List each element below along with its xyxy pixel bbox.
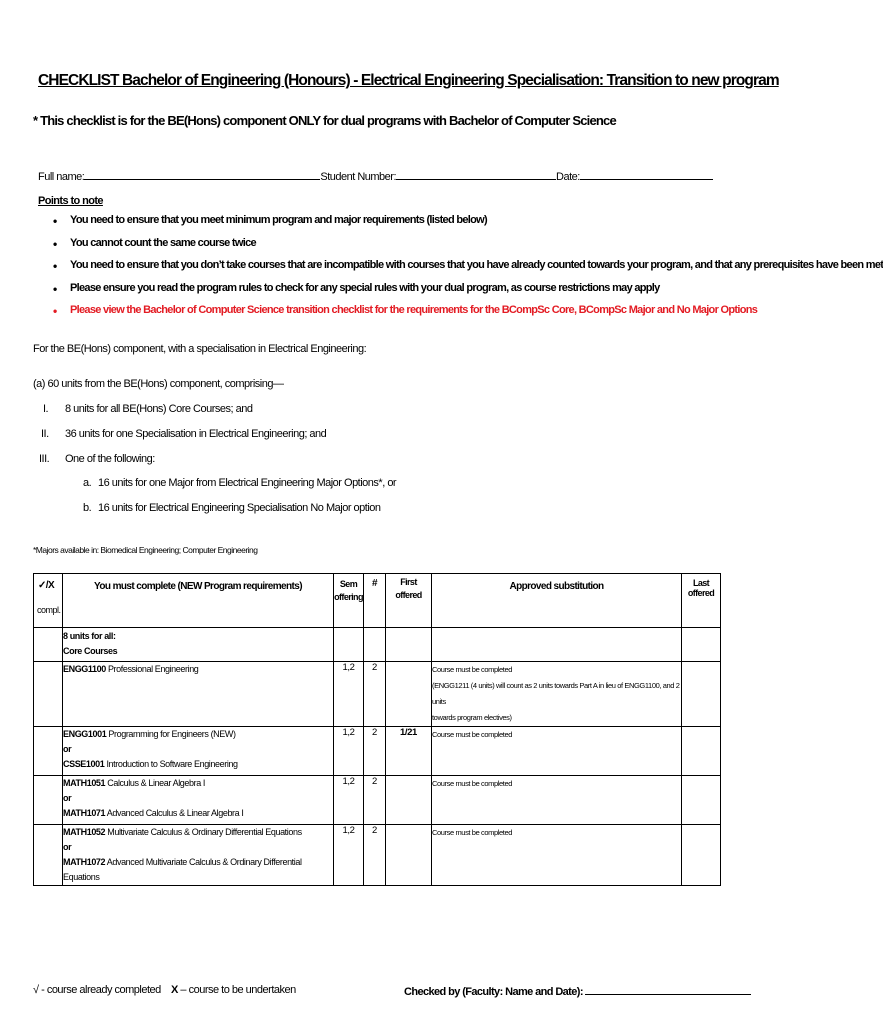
roman-item-text: One of the following: — [65, 453, 155, 465]
course-code: ENGG1100 — [63, 664, 106, 674]
compl-cell[interactable] — [34, 727, 63, 776]
course-name: Introduction to Software Engineering — [104, 759, 238, 769]
student-number-field[interactable] — [396, 169, 556, 180]
substitution-note: towards program electives) — [432, 713, 512, 722]
sub-item-text: 16 units for one Major from Electrical Engineering Major Options*, or — [98, 477, 397, 489]
course-or: or — [63, 793, 72, 803]
full-name-label: Full name: — [38, 171, 85, 183]
approved-substitution-cell — [432, 825, 682, 886]
substitution-note: (ENGG1211 (4 units) will count as 2 units towards Part A in lieu of ENGG1100, and 2 units — [432, 681, 680, 706]
table-row — [34, 776, 721, 825]
course-cell — [63, 662, 334, 727]
last-offered-header-label: Last offered — [687, 578, 715, 598]
units-header — [364, 574, 386, 628]
compl-header-mark: ✓/X — [38, 580, 55, 591]
full-name-field[interactable] — [84, 169, 320, 180]
units-cell: 2 — [364, 825, 386, 886]
approved-substitution-header — [432, 574, 682, 628]
footer-legend — [33, 984, 296, 996]
first-offered-header — [386, 574, 432, 628]
sem-cell: 1,2 — [334, 727, 364, 776]
point-item: • Please ensure you read the program rules to check for any special rules with your dual program, as course restrictions may apply — [50, 282, 883, 305]
sub-item-letter: b. — [83, 502, 92, 514]
course-code: MATH1051 — [63, 778, 106, 788]
course-name: Advanced Multivariate Calculus & Ordinary Differential Equations — [63, 857, 302, 882]
course-code: MATH1052 — [63, 827, 106, 837]
first-offered-cell — [386, 825, 432, 886]
compl-cell[interactable] — [34, 662, 63, 727]
section-label-cell — [63, 628, 334, 662]
sem-header-line1: Sem — [339, 579, 358, 589]
course-code: ENGG1001 — [63, 729, 107, 739]
intro-text: For the BE(Hons) component, with a specialisation in Electrical Engineering: — [33, 343, 367, 355]
substitution-note: Course must be completed — [432, 665, 513, 674]
course-name: Professional Engineering — [105, 664, 199, 674]
point-item-warning: • Please view the Bachelor of Computer Science transition checklist for the requirements for the BCompSc Core, BCompSc Major and No Major Options — [50, 304, 883, 327]
majors-note: *Majors available in: Biomedical Engineering; Computer Engineering — [33, 545, 258, 555]
course-cell — [63, 727, 334, 776]
requirements-header — [63, 574, 334, 628]
requirement-a: (a) 60 units from the BE(Hons) component, comprising— — [33, 378, 284, 390]
student-details-row — [38, 169, 713, 183]
date-field[interactable] — [580, 169, 713, 180]
roman-item-text: 8 units for all BE(Hons) Core Courses; and — [65, 403, 253, 415]
last-offered-header — [682, 574, 721, 628]
approved-substitution-cell — [432, 727, 682, 776]
compl-header — [34, 574, 63, 628]
table-header-row — [34, 574, 721, 628]
first-offered-cell — [386, 662, 432, 727]
points-list — [50, 214, 883, 327]
checked-by-label: Checked by (Faculty: Name and Date): — [404, 986, 586, 998]
last-offered-cell — [682, 825, 721, 886]
first-offered-cell — [386, 776, 432, 825]
course-code: CSSE1001 — [63, 759, 105, 769]
sem-cell: 1,2 — [334, 776, 364, 825]
approved-header-label: Approved substitution — [509, 581, 604, 592]
first-offered-cell: 1/21 — [386, 727, 432, 776]
section-label-line2: Core Courses — [63, 646, 118, 656]
course-name: Advanced Calculus & Linear Algebra I — [105, 808, 244, 818]
page-subtitle: * This checklist is for the BE(Hons) component ONLY for dual programs with Bachelor of Computer Science — [33, 113, 616, 128]
units-cell: 2 — [364, 776, 386, 825]
course-name: Multivariate Calculus & Ordinary Differential Equations — [105, 827, 302, 837]
table-row — [34, 662, 721, 727]
units-cell: 2 — [364, 662, 386, 727]
last-offered-cell — [682, 776, 721, 825]
roman-numeral: III. — [39, 453, 50, 465]
course-or: or — [63, 842, 72, 852]
compl-cell[interactable] — [34, 628, 63, 662]
sem-header — [334, 574, 364, 628]
last-offered-cell — [682, 662, 721, 727]
point-item: • You need to ensure that you meet minimum program and major requirements (listed below) — [50, 214, 883, 237]
compl-cell[interactable] — [34, 825, 63, 886]
sem-header-line2: offering — [334, 592, 363, 602]
date-label: Date: — [556, 171, 580, 183]
roman-numeral: II. — [41, 428, 49, 440]
course-name: Calculus & Linear Algebra I — [105, 778, 206, 788]
course-or: or — [63, 744, 72, 754]
sub-item-letter: a. — [83, 477, 92, 489]
requirements-header-label: You must complete (NEW Program requirements) — [94, 581, 302, 592]
substitution-note: Course must be completed — [432, 779, 513, 788]
checked-by — [404, 984, 751, 998]
table-row — [34, 825, 721, 886]
compl-cell[interactable] — [34, 776, 63, 825]
page-title: CHECKLIST Bachelor of Engineering (Honours) - Electrical Engineering Specialisation: Transition to new program — [38, 72, 779, 89]
legend-tick: √ - course already completed — [33, 984, 161, 996]
substitution-note: Course must be completed — [432, 730, 513, 739]
checklist-table — [33, 573, 721, 886]
course-code: MATH1071 — [63, 808, 106, 818]
legend-cross-mark: X — [171, 984, 178, 996]
sem-cell: 1,2 — [334, 825, 364, 886]
roman-numeral: I. — [43, 403, 49, 415]
substitution-note: Course must be completed — [432, 828, 513, 837]
last-offered-cell — [682, 727, 721, 776]
point-item: • You cannot count the same course twice — [50, 237, 883, 260]
units-cell: 2 — [364, 727, 386, 776]
first-header-line1: First — [400, 577, 417, 587]
section-label-line1: 8 units for all: — [63, 631, 116, 641]
first-header-line2: offered — [395, 590, 422, 600]
compl-header-label: compl. — [37, 605, 61, 615]
roman-item-text: 36 units for one Specialisation in Electrical Engineering; and — [65, 428, 327, 440]
legend-cross-text: – course to be undertaken — [177, 984, 296, 996]
table-row — [34, 727, 721, 776]
checked-by-field[interactable] — [585, 984, 751, 995]
point-item: • You need to ensure that you don’t take courses that are incompatible with courses that you have already counted towards your program, and that any prerequisites have been met — [50, 259, 883, 282]
sem-cell: 1,2 — [334, 662, 364, 727]
section-row — [34, 628, 721, 662]
points-heading: Points to note — [38, 195, 103, 207]
course-cell — [63, 825, 334, 886]
course-code: MATH1072 — [63, 857, 106, 867]
student-number-label: Student Number: — [320, 171, 397, 183]
course-name: Programming for Engineers (NEW) — [106, 729, 236, 739]
units-header-label: # — [372, 578, 377, 589]
course-cell — [63, 776, 334, 825]
approved-substitution-cell — [432, 662, 682, 727]
approved-substitution-cell — [432, 776, 682, 825]
sub-item-text: 16 units for Electrical Engineering Specialisation No Major option — [98, 502, 381, 514]
